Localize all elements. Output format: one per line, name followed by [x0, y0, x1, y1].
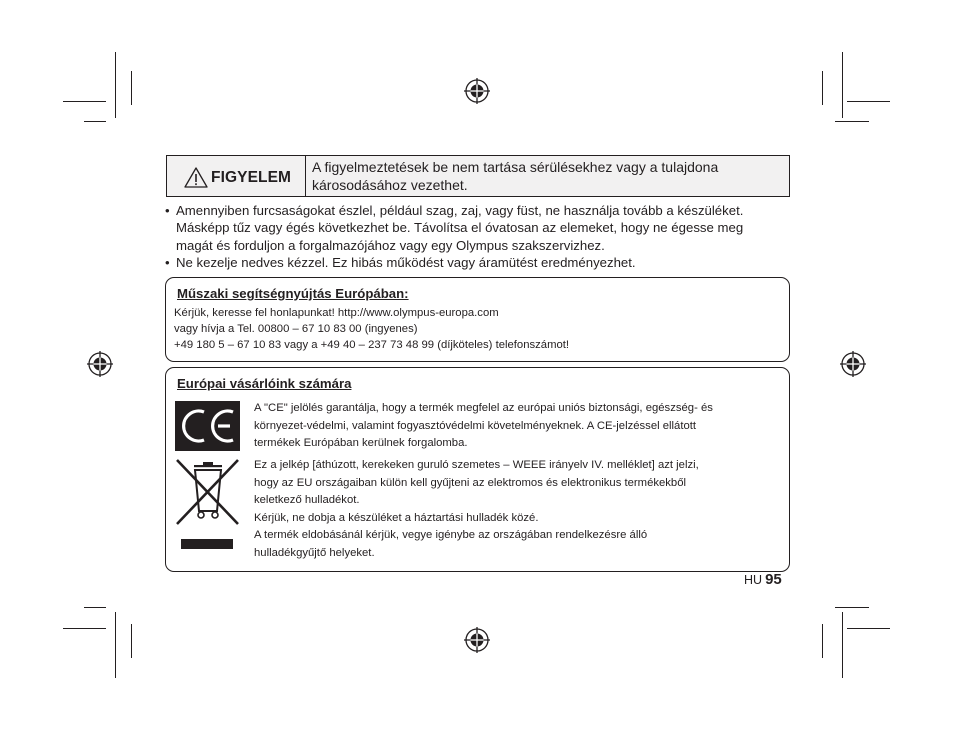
support-line: +49 180 5 – 67 10 83 vagy a +49 40 – 237 73 48 99 (díjköteles) telefonszámot! [174, 339, 570, 351]
ce-line: termékek Európában kerülnek forgalomba. [254, 437, 468, 449]
registration-mark-icon [464, 78, 490, 104]
bullet-line: magát és forduljon a forgalmazójához vagy egy Olympus szakszervizhez. [176, 237, 605, 253]
registration-mark-icon [464, 627, 490, 653]
crop-mark [131, 624, 132, 658]
warning-text [312, 158, 782, 194]
list-item [165, 202, 785, 254]
support-text [174, 305, 569, 353]
crop-mark [842, 52, 843, 118]
weee-line: A termék eldobásánál kérjük, vegye igénybe az országában rendelkezésre álló [254, 529, 648, 541]
warning-title: FIGYELEM [211, 169, 292, 186]
crop-mark [842, 612, 843, 678]
bullet-marker: • [165, 254, 170, 270]
bullet-list [165, 202, 785, 271]
crop-mark [84, 607, 106, 608]
support-line: vagy hívja a Tel. 00800 – 67 10 83 00 (ingyenes) [174, 323, 418, 335]
weee-line: hulladékgyűjtő helyeket. [254, 546, 375, 559]
crossed-bin-icon [174, 458, 242, 552]
weee-line: keletkező hulladékot. [254, 494, 360, 506]
crop-mark [63, 628, 106, 629]
ce-line: A "CE" jelölés garantálja, hogy a termék megfelel az európai uniós biztonsági, egészség- és [254, 402, 713, 414]
ce-text [254, 400, 713, 453]
crop-mark [115, 52, 116, 118]
crop-mark [835, 607, 869, 608]
registration-mark-icon [87, 351, 113, 377]
weee-line: Kérjük, ne dobja a készüléket a háztartási hulladék közé. [254, 511, 539, 524]
weee-line: hogy az EU országaiban külön kell gyűjteni az elektromos és elektronikus termékekből [254, 476, 687, 489]
customers-title: Európai vásárlóink számára [177, 376, 352, 391]
support-title: Műszaki segítségnyújtás Európában: [177, 286, 409, 301]
support-line: Kérjük, keresse fel honlapunkat! http://www.olympus-europa.com [174, 307, 499, 319]
weee-line: Ez a jelkép [áthúzott, kerekeken guruló szemetes – WEEE irányelv IV. melléklet] azt jelzi, [254, 459, 699, 471]
warning-text-line: károsodásához vezethet. [312, 177, 468, 193]
support-box [165, 277, 790, 362]
crop-mark [822, 71, 823, 105]
page-number-value: 95 [765, 571, 782, 588]
warning-label [167, 156, 306, 196]
warning-box [166, 155, 790, 197]
bullet-marker: • [165, 203, 170, 218]
crop-mark [84, 121, 106, 122]
bullet-line: Másképp tűz vagy égés következhet be. Távolítsa el óvatosan az elemeket, hogy ne égesse meg [176, 220, 744, 236]
registration-mark-icon [840, 351, 866, 377]
bullet-line: Ne kezelje nedves kézzel. Ez hibás működést vagy áramütést eredményezhet. [176, 254, 636, 270]
language-code: HU [744, 573, 763, 587]
crop-mark [115, 612, 116, 678]
bullet-line: Amennyiben furcsaságokat észlel, például szag, zaj, vagy füst, ne használja tovább a készüléket. [176, 203, 744, 218]
warning-text-line: A figyelmeztetések be nem tartása sérülésekhez vagy a tulajdona [312, 159, 719, 175]
warning-triangle-icon [184, 167, 208, 188]
crop-mark [847, 628, 890, 629]
crop-mark [131, 71, 132, 105]
page-number [744, 571, 782, 589]
crop-mark [835, 121, 869, 122]
ce-mark-icon [175, 401, 240, 451]
ce-line: környezet-védelmi, valamint fogyasztóvédelmi követelményeknek. A CE-jelzéssel ellátott [254, 419, 697, 432]
crop-mark [822, 624, 823, 658]
list-item [165, 254, 785, 271]
crop-mark [63, 101, 106, 102]
customers-box [165, 367, 790, 572]
weee-text [254, 457, 699, 562]
crop-mark [847, 101, 890, 102]
